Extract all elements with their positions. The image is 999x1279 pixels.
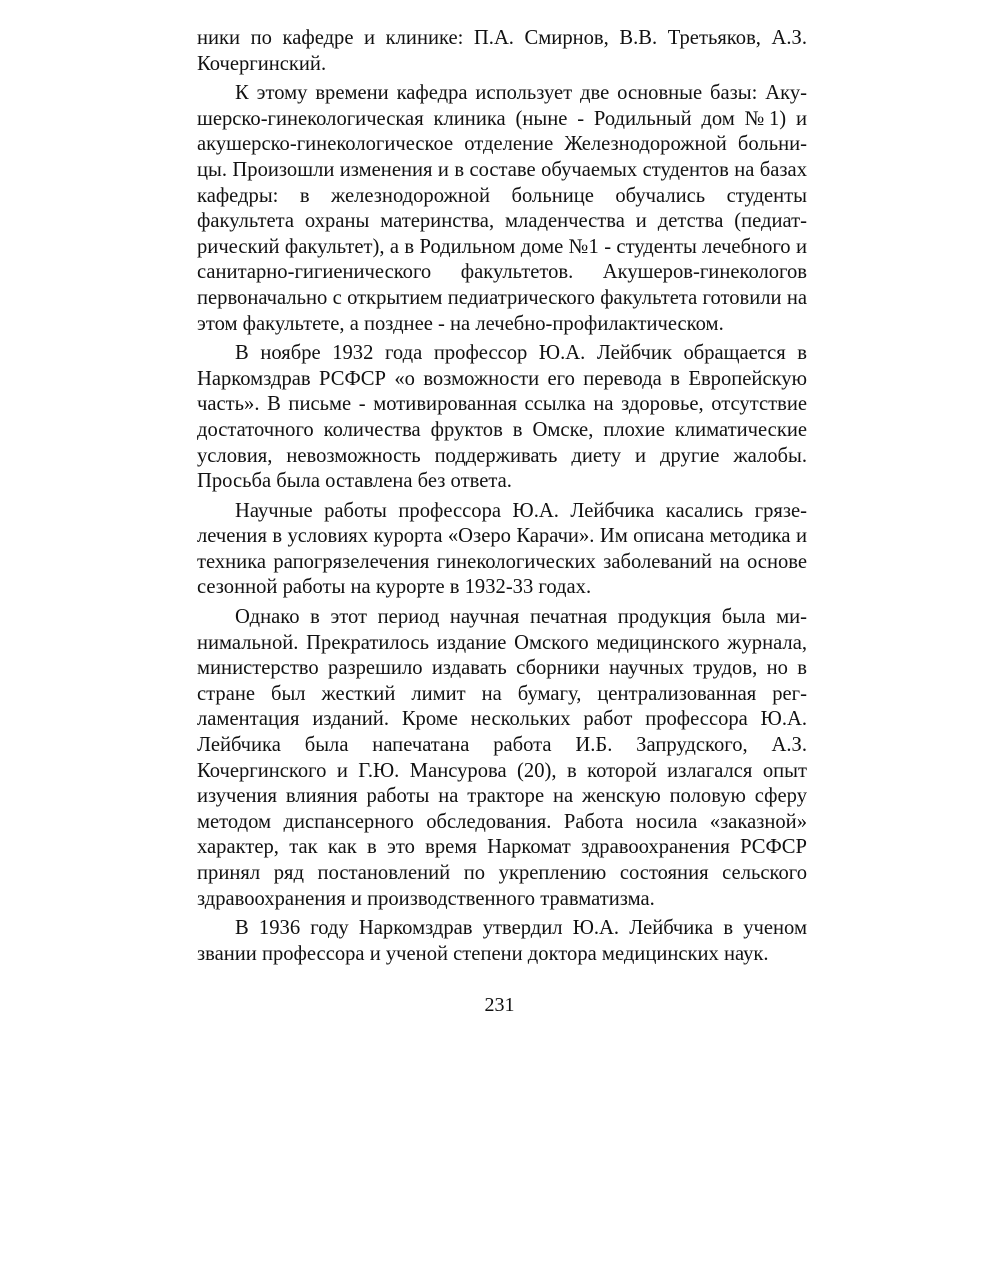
paragraph-6: В 1936 году Наркомздрав утвердил Ю.А. Лейбчика в ученом звании профессора и ученой степени доктора медицинских наук.	[197, 917, 807, 965]
page-body	[197, 26, 807, 971]
paragraph-4: Научные работы профессора Ю.А. Лейбчика касались грязелечения в условиях курорта «Озеро Карачи». Им описана методика и техника рапогрязелечения гинекологических заболеваний на основе сезонной работы на курорте в 1932-33 годах.	[197, 499, 807, 599]
paragraph-3: В ноябре 1932 года профессор Ю.А. Лейбчик обращается в Наркомздрав РСФСР «о возможности его перевода в Европейскую часть». В письме - мотивированная ссылка на здоровье, отсутствие достаточного количества фруктов в Омске, плохие климатические условия, невозможность поддерживать диету и другие жалобы. Просьба была оставлена без ответа.	[197, 342, 807, 493]
paragraph-5: Однако в этот период научная печатная продукция была минимальной. Прекратилось издание Омского медицинского журнала, министерство разрешило издавать сборники научных трудов, но в стране был жесткий лимит на бумагу, централизованная регламентация изданий. Кроме нескольких работ профессора Ю.А. Лейбчика была напечатана работа И.Б. Запрудского, А.З. Кочергинского и Г.Ю. Мансурова (20), в которой излагался опыт изучения влияния работы на тракторе на женскую половую сферу методом диспансерного обследования. Работа носила «заказной» характер, так как в это время Наркомат здравоохранения РСФСР принял ряд постановлений по укреплению состояния сельского здравоохранения и производственного травматизма.	[197, 606, 807, 910]
paragraph-2: К этому времени кафедра использует две основные базы: Акушерско-гинекологическая клиника (ныне - Родильный дом №1) и акушерско-гинекологическое отделение Железнодорожной больницы. Произошли изменения и в составе обучаемых студентов на базах кафедры: в железнодорожной больнице обучались студенты факультета охраны материнства, младенчества и детства (педиатрический факультет), а в Родильном доме №1 - студенты лечебного и санитарно-гигиенического факультетов. Акушеров-гинекологов первоначально с открытием педиатрического факультета готовили на этом факультете, а позднее - на лечебно-профилактическом.	[197, 82, 807, 335]
paragraph-1: ники по кафедре и клинике: П.А. Смирнов, В.В. Третьяков, А.З. Кочергинский.	[197, 27, 807, 75]
page-number: 231	[484, 994, 515, 1016]
